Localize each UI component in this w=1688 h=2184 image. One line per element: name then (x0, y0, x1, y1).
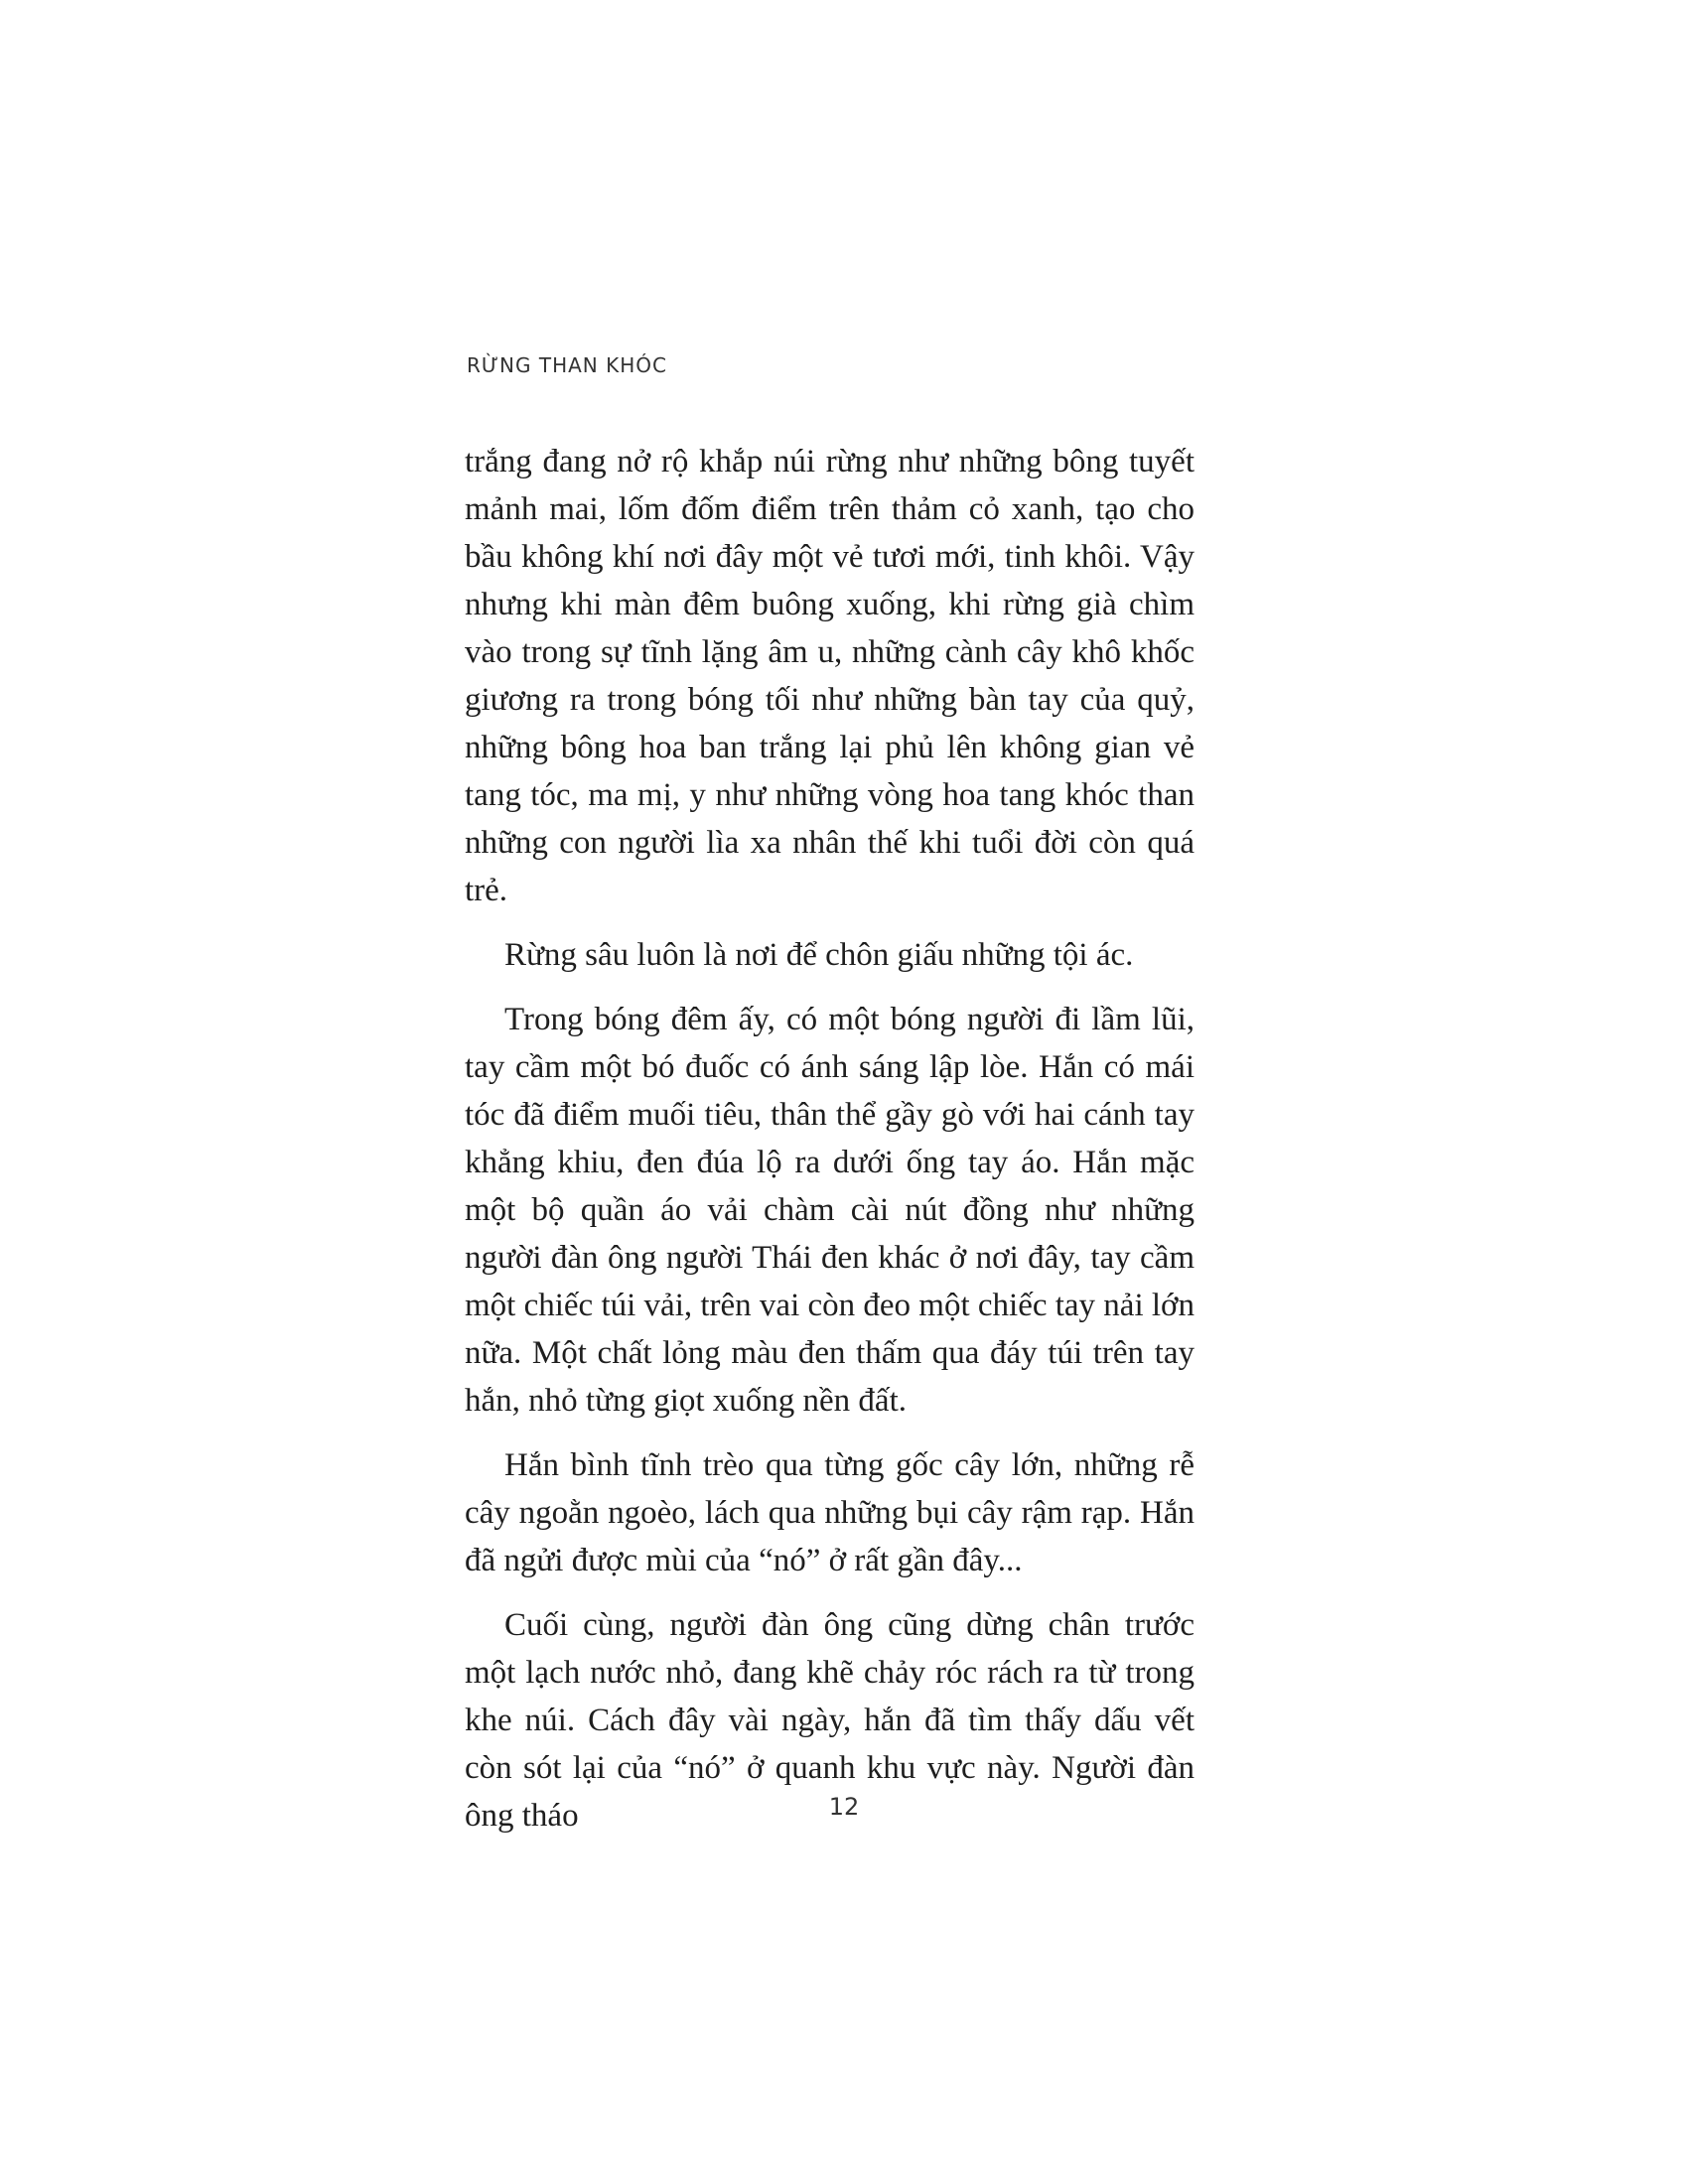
paragraph: Hắn bình tĩnh trèo qua từng gốc cây lớn, những rễ cây ngoằn ngoèo, lách qua những bụi cây rậm rạp. Hắn đã ngửi được mùi của “nó” ở rất gần đây... (465, 1447, 1195, 1578)
page-number: 12 (828, 1793, 860, 1821)
body-text (465, 438, 1195, 1856)
paragraph: Trong bóng đêm ấy, có một bóng người đi lầm lũi, tay cầm một bó đuốc có ánh sáng lập lòe. Hắn có mái tóc đã điểm muối tiêu, thân thể gầy gò với hai cánh tay khẳng khiu, đen đúa lộ ra dưới ống tay áo. Hắn mặc một bộ quần áo vải chàm cài nút đồng như những người đàn ông người Thái đen khác ở nơi đây, tay cầm một chiếc túi vải, trên vai còn đeo một chiếc tay nải lớn nữa. Một chất lỏng màu đen thấm qua đáy túi trên tay hắn, nhỏ từng giọt xuống nền đất. (465, 1002, 1195, 1419)
paragraph: trắng đang nở rộ khắp núi rừng như những bông tuyết mảnh mai, lốm đốm điểm trên thảm cỏ xanh, tạo cho bầu không khí nơi đây một vẻ tươi mới, tinh khôi. Vậy nhưng khi màn đêm buông xuống, khi rừng già chìm vào trong sự tĩnh lặng âm u, những cành cây khô khốc giương ra trong bóng tối như những bàn tay của quỷ, những bông hoa ban trắng lại phủ lên không gian vẻ tang tóc, ma mị, y như những vòng hoa tang khóc than những con người lìa xa nhân thế khi tuổi đời còn quá trẻ. (465, 444, 1195, 908)
paragraph: Rừng sâu luôn là nơi để chôn giấu những tội ác. (504, 937, 1134, 973)
paragraph: Cuối cùng, người đàn ông cũng dừng chân trước một lạch nước nhỏ, đang khẽ chảy róc rách ra từ trong khe núi. Cách đây vài ngày, hắn đã tìm thấy dấu vết còn sót lại của “nó” ở quanh khu vực này. Người đàn ông tháo (465, 1607, 1195, 1834)
running-header: RỪNG THAN KHÓC (467, 353, 667, 377)
